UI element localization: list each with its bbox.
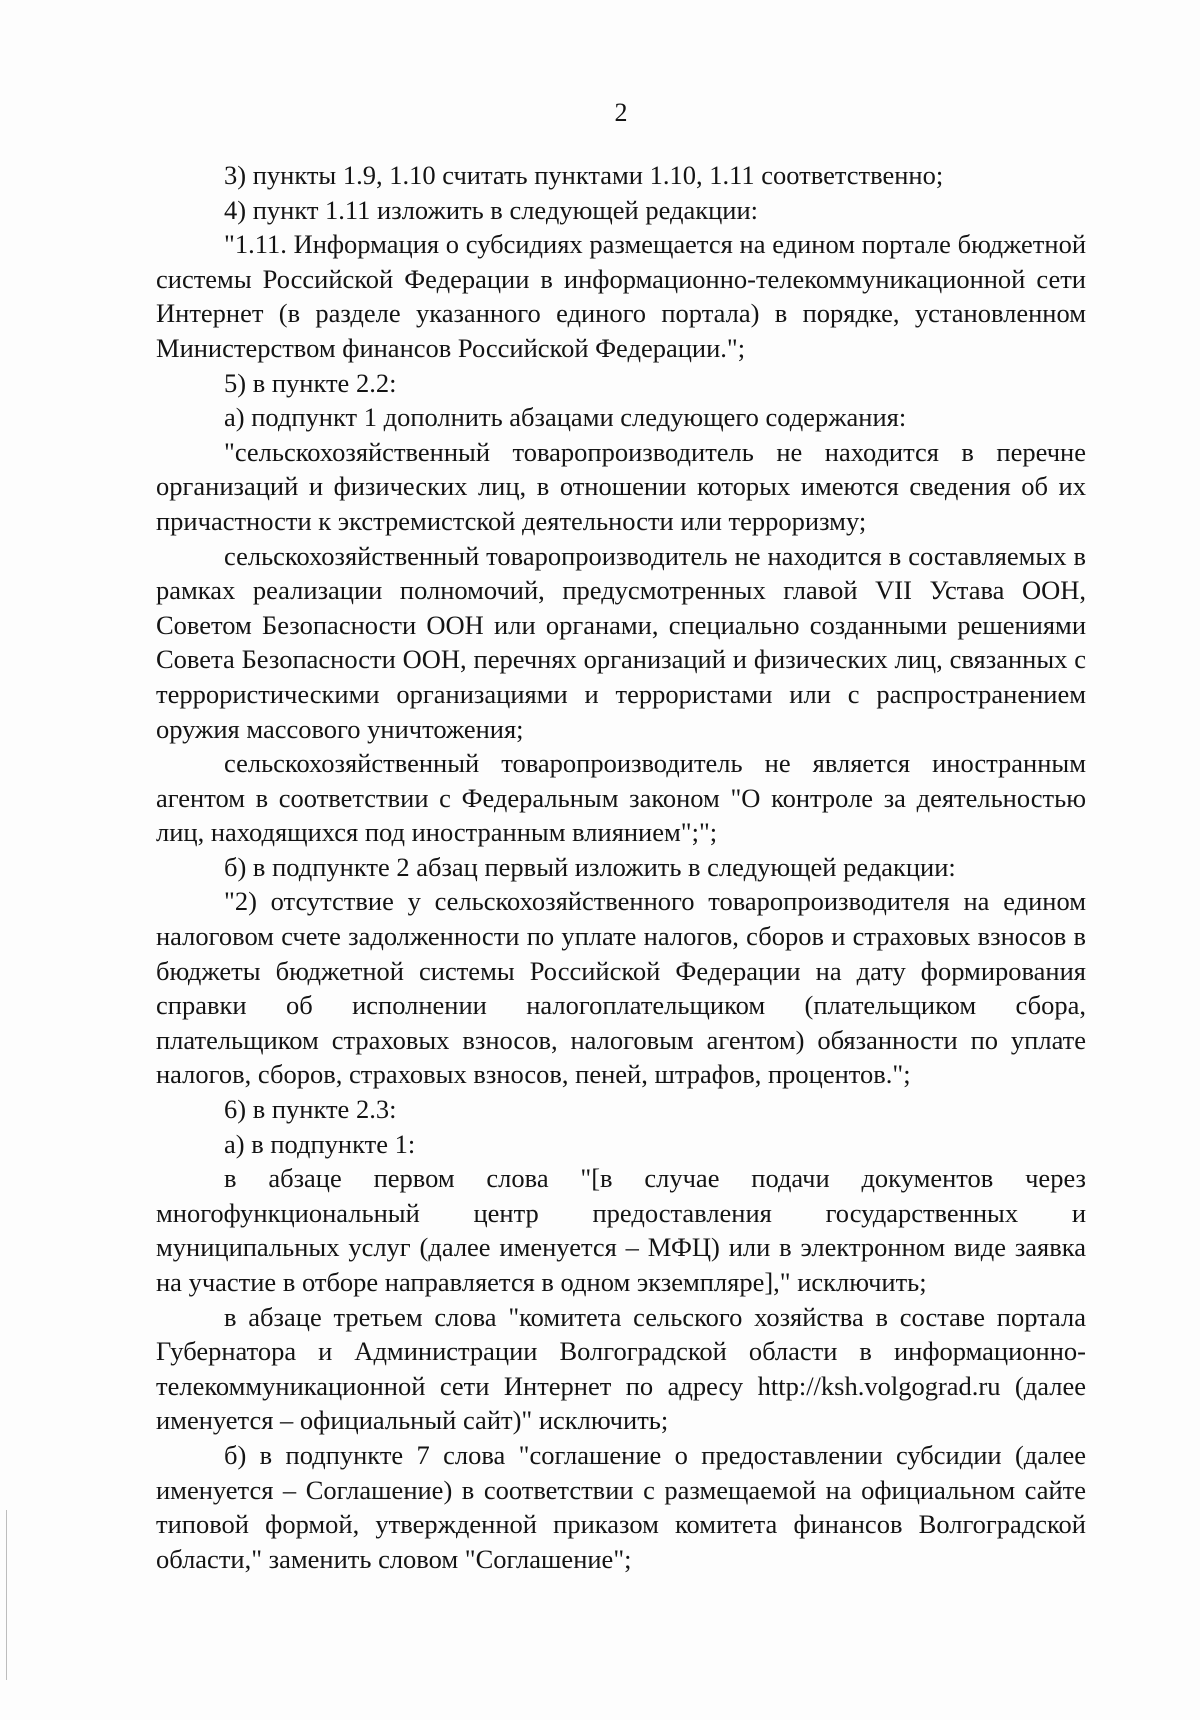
paragraph-extremism: "сельскохозяйственный товаропроизводитель не находится в перечне организаций и физических лиц, в отношении которых имеются сведения об их причастности к экстремистской деятельности или терроризму; xyxy=(156,436,1086,536)
paragraph-item-4: 4) пункт 1.11 изложить в следующей редакции: xyxy=(224,194,759,225)
paragraph-item-5: 5) в пункте 2.2: xyxy=(224,367,397,398)
page-number: 2 xyxy=(614,98,628,127)
paragraph-un-lists: сельскохозяйственный товаропроизводитель не находится в составляемых в рамках реализации полномочий, предусмотренных главой VII Устава ООН, Советом Безопасности ООН или органами, специально созданными решениями Совета Безопасности ООН, перечнях организаций и физических лиц, связанных с террористическими организациями и террористами или с распространением оружия массового уничтожения; xyxy=(156,540,1086,744)
paragraph-item-6: 6) в пункте 2.3: xyxy=(224,1094,397,1125)
scan-edge-mark xyxy=(6,1510,7,1680)
paragraph-item-3: 3) пункты 1.9, 1.10 считать пунктами 1.10, 1.11 соответственно; xyxy=(224,160,944,190)
paragraph-subitem-b-7: б) в подпункте 7 слова "соглашение о предоставлении субсидии (далее именуется – Соглашение) в соответствии с размещаемой на официальном сайте типовой формой, утвержденной приказом комитета финансов Волгоградской области," заменить словом "Соглашение"; xyxy=(156,1439,1086,1574)
paragraph-subitem-b: б) в подпункте 2 абзац первый изложить в следующей редакции: xyxy=(224,851,956,882)
paragraph-third-abzac: в абзаце третьем слова "комитета сельского хозяйства в составе портала Губернатора и Администрации Волгоградской области в информационно-телекоммуникационной сети Интернет по адресу http://ksh.volgograd.ru (далее именуется – официальный сайт)" исключить; xyxy=(156,1301,1086,1436)
paragraph-first-abzac: в абзаце первом слова "[в случае подачи документов через многофункциональный центр предоставления государственных и муниципальных услуг (далее именуется – МФЦ) или в электронном виде заявка на участие в отборе направляется в одном экземпляре]," исключить; xyxy=(156,1163,1086,1297)
paragraph-subitem-a-2: а) в подпункте 1: xyxy=(224,1128,416,1159)
paragraph-clause-1-11: "1.11. Информация о субсидиях размещается на едином портале бюджетной системы Российской Федерации в информационно-телекоммуникационной сети Интернет (в разделе указанного единого портала) в порядке, установленном Министерством финансов Российской Федерации."; xyxy=(156,229,1086,363)
document-body xyxy=(156,158,1086,1576)
paragraph-tax-debt: "2) отсутствие у сельскохозяйственного товаропроизводителя на едином налоговом счете задолженности по уплате налогов, сборов и страховых взносов в бюджеты бюджетной системы Российской Федерации на дату формирования справки об исполнении налогоплательщиком (плательщиком сбора, плательщиком страховых взносов, налоговым агентом) обязанности по уплате налогов, сборов, страховых взносов, пеней, штрафов, процентов."; xyxy=(156,886,1086,1090)
paragraph-foreign-agent: сельскохозяйственный товаропроизводитель не является иностранным агентом в соответствии с Федеральным законом "О контроле за деятельностью лиц, находящихся под иностранным влиянием";"; xyxy=(156,748,1086,848)
paragraph-subitem-a: а) подпункт 1 дополнить абзацами следующего содержания: xyxy=(224,402,907,433)
